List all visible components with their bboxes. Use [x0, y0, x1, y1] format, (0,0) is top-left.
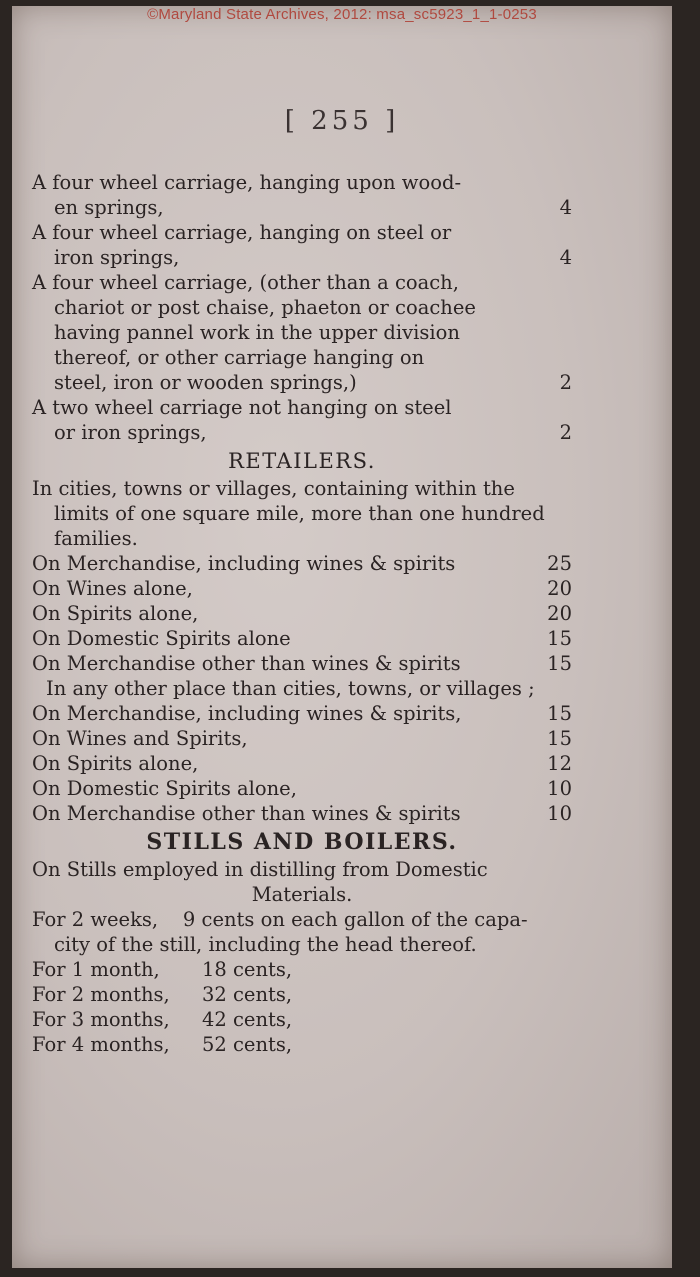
retail-item — [32, 701, 572, 726]
carriage-entry — [32, 220, 572, 270]
retail-item-label: On Domestic Spirits alone — [32, 627, 291, 650]
retailers-city-list — [32, 551, 572, 676]
carriage-value: 2 — [559, 371, 572, 394]
carriage-text: iron springs, — [54, 246, 180, 269]
two-weeks-line2: city of the still, including the head thereof. — [54, 933, 477, 956]
retail-item-value: 25 — [547, 552, 572, 575]
retail-item-value: 15 — [547, 702, 572, 725]
retailers-other-intro: In any other place than cities, towns, or villages ; — [46, 677, 535, 700]
carriage-entry — [32, 395, 572, 445]
retail-item-label: On Domestic Spirits alone, — [32, 777, 297, 800]
carriage-value — [544, 320, 572, 345]
retailers-heading: RETAILERS. — [228, 449, 376, 473]
carriage-text: or iron springs, — [54, 421, 207, 444]
carriage-entry — [32, 270, 572, 395]
retail-item — [32, 626, 572, 651]
carriage-line — [32, 170, 572, 195]
still-period: For 3 months, — [32, 1008, 170, 1031]
retail-item-label: On Wines alone, — [32, 577, 193, 600]
carriage-value — [544, 220, 572, 245]
two-weeks-line1: For 2 weeks, 9 cents on each gallon of the capa- — [32, 908, 528, 931]
still-rate-row — [32, 1007, 572, 1032]
still-rate: 32 cents, — [202, 983, 293, 1006]
archive-watermark: ©Maryland State Archives, 2012: msa_sc5923_1_1-0253 — [147, 6, 537, 23]
still-rate: 42 cents, — [202, 1008, 293, 1031]
still-rate-list — [32, 957, 572, 1057]
carriage-value — [544, 295, 572, 320]
carriage-line — [32, 245, 572, 270]
page-content — [32, 170, 572, 1057]
carriage-text: A two wheel carriage not hanging on steel — [32, 396, 452, 419]
retail-item-value: 20 — [547, 577, 572, 600]
carriage-text: thereof, or other carriage hanging on — [54, 346, 425, 369]
stills-intro-line1: On Stills employed in distilling from Domestic — [32, 858, 488, 881]
retail-item-label: On Merchandise, including wines & spirits — [32, 552, 456, 575]
carriage-line — [32, 420, 572, 445]
retail-item — [32, 601, 572, 626]
carriage-text: chariot or post chaise, phaeton or coachee — [54, 296, 476, 319]
still-rate-row — [32, 1032, 572, 1057]
carriage-value: 4 — [559, 196, 572, 219]
still-rate: 52 cents, — [202, 1033, 293, 1056]
retail-item-value: 15 — [547, 727, 572, 750]
retail-item-value: 10 — [547, 777, 572, 800]
retail-item-label: On Spirits alone, — [32, 602, 199, 625]
retail-item — [32, 801, 572, 826]
retail-item-label: On Merchandise, including wines & spirits, — [32, 702, 462, 725]
carriage-text: steel, iron or wooden springs,) — [54, 371, 357, 394]
retailers-intro-line: In cities, towns or villages, containing within the — [32, 477, 515, 500]
still-period: For 4 months, — [32, 1033, 170, 1056]
carriage-value — [544, 270, 572, 295]
retail-item — [32, 551, 572, 576]
page-number: [ 255 ] — [284, 106, 400, 136]
carriage-line — [32, 370, 572, 395]
retail-item-label: On Wines and Spirits, — [32, 727, 248, 750]
carriage-entry — [32, 170, 572, 220]
carriage-value: 4 — [559, 246, 572, 269]
retail-item-label: On Merchandise other than wines & spirits — [32, 652, 461, 675]
carriage-value: 2 — [559, 421, 572, 444]
retail-item — [32, 726, 572, 751]
retail-item — [32, 576, 572, 601]
retailers-intro — [32, 476, 572, 551]
still-rate-row — [32, 982, 572, 1007]
stills-intro-line2: Materials. — [251, 883, 353, 906]
still-rate: 18 cents, — [202, 958, 293, 981]
carriage-line — [32, 345, 572, 370]
retailers-intro-line: families. — [54, 527, 138, 550]
document-page — [12, 6, 672, 1268]
retail-item — [32, 776, 572, 801]
retail-item — [32, 751, 572, 776]
retail-item-label: On Spirits alone, — [32, 752, 199, 775]
carriage-text: en springs, — [54, 196, 164, 219]
carriage-line — [32, 195, 572, 220]
retail-item-value: 15 — [547, 627, 572, 650]
carriage-text: having pannel work in the upper division — [54, 321, 460, 344]
retailers-intro-line: limits of one square mile, more than one hundred — [54, 502, 545, 525]
still-period: For 2 months, — [32, 983, 170, 1006]
carriage-value — [544, 170, 572, 195]
carriage-line — [32, 295, 572, 320]
retail-item-value: 15 — [547, 652, 572, 675]
carriage-line — [32, 220, 572, 245]
carriage-list — [32, 170, 572, 445]
retail-item-label: On Merchandise other than wines & spirits — [32, 802, 461, 825]
carriage-line — [32, 270, 572, 295]
retail-item-value: 20 — [547, 602, 572, 625]
carriage-value — [544, 345, 572, 370]
retail-item — [32, 651, 572, 676]
retail-item-value: 10 — [547, 802, 572, 825]
still-period: For 1 month, — [32, 958, 160, 981]
still-rate-row — [32, 957, 572, 982]
stills-heading: STILLS AND BOILERS. — [146, 829, 458, 855]
retailers-other-list — [32, 701, 572, 826]
retail-item-value: 12 — [547, 752, 572, 775]
carriage-text: A four wheel carriage, hanging upon wood- — [32, 171, 462, 194]
carriage-line — [32, 395, 572, 420]
carriage-line — [32, 320, 572, 345]
carriage-value — [544, 395, 572, 420]
carriage-text: A four wheel carriage, (other than a coach, — [32, 271, 459, 294]
carriage-text: A four wheel carriage, hanging on steel or — [32, 221, 452, 244]
